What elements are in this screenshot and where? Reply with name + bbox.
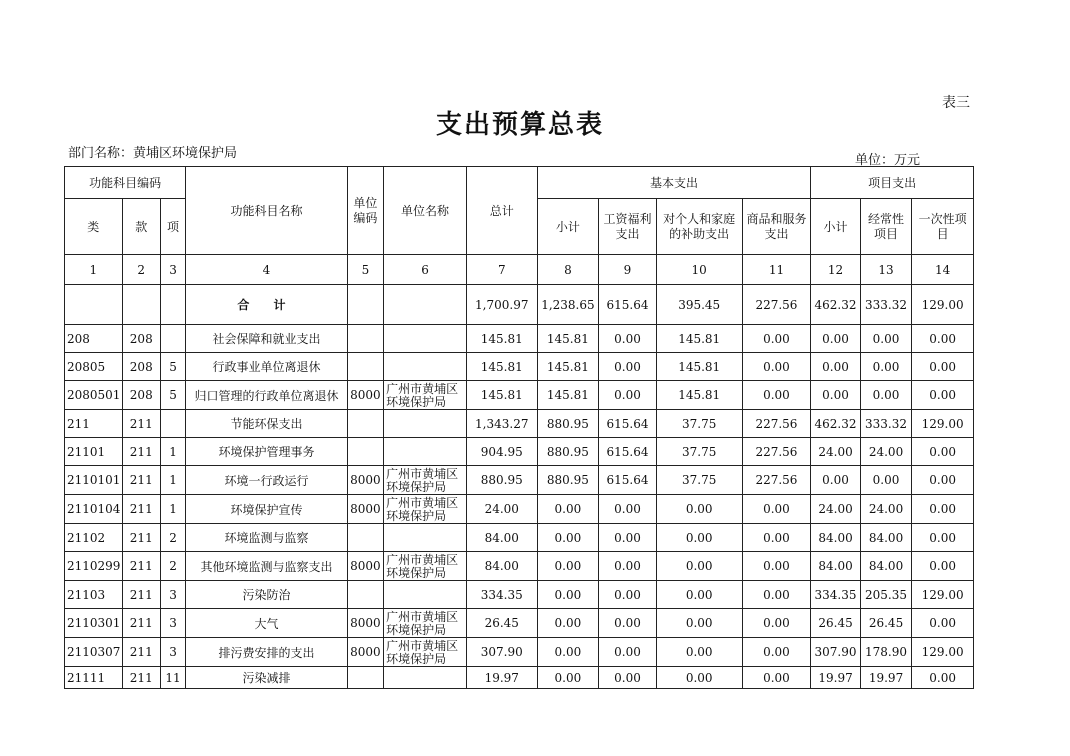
header-total: 总计 [466,167,537,255]
cell-personal: 0.00 [656,581,742,609]
header-goods: 商品和服务支出 [742,199,811,255]
cell-wages: 0.00 [599,325,657,353]
cell-unit-name [384,353,467,381]
cell-total: 1,343.27 [466,410,537,438]
cell-wages: 615.64 [599,466,657,495]
cell-total: 19.97 [466,667,537,689]
header-personal: 对个人和家庭的补助支出 [656,199,742,255]
cell-total: 307.90 [466,638,537,667]
cell-proj-regular: 24.00 [860,438,912,466]
cell-total: 84.00 [466,524,537,552]
header-func-name: 功能科目名称 [186,167,348,255]
cell-unit-code [347,524,383,552]
header-kuan: 款 [122,199,160,255]
cell-func-name: 排污费安排的支出 [186,638,348,667]
cell-personal: 0.00 [656,638,742,667]
cell-proj-regular: 84.00 [860,524,912,552]
table-row [65,524,974,552]
cell-unit-name [384,438,467,466]
cell-goods: 0.00 [742,325,811,353]
cell-wages: 0.00 [599,581,657,609]
header-basic-subtotal: 小计 [537,199,599,255]
cell-proj-once: 0.00 [912,609,974,638]
cell-proj-subtotal: 462.32 [811,410,860,438]
table-row [65,353,974,381]
table-row [65,466,974,495]
header-unit-code: 单位编码 [347,167,383,255]
cell-personal: 0.00 [656,495,742,524]
cell-basic-subtotal: 0.00 [537,667,599,689]
cell-total: 334.35 [466,581,537,609]
cell-wages: 0.00 [599,609,657,638]
cell-wages: 0.00 [599,495,657,524]
cell-unit-code [347,285,383,325]
cell-kuan: 211 [122,466,160,495]
cell-goods: 0.00 [742,552,811,581]
cell-personal: 37.75 [656,466,742,495]
cell-goods: 227.56 [742,466,811,495]
cell-goods: 0.00 [742,524,811,552]
cell-proj-subtotal: 26.45 [811,609,860,638]
table-row [65,609,974,638]
cell-xiang: 3 [160,638,185,667]
cell-func-name: 行政事业单位离退休 [186,353,348,381]
cell-goods: 0.00 [742,381,811,410]
cell-kuan: 211 [122,495,160,524]
table-body [65,285,974,689]
cell-basic-subtotal: 145.81 [537,381,599,410]
cell-unit-code: 8000 [347,609,383,638]
cell-kuan: 211 [122,524,160,552]
cell-xiang: 3 [160,581,185,609]
cell-code: 211 [65,410,123,438]
cell-basic-subtotal: 0.00 [537,638,599,667]
cell-proj-regular: 19.97 [860,667,912,689]
cell-proj-once: 0.00 [912,667,974,689]
cell-proj-regular: 178.90 [860,638,912,667]
cell-unit-code [347,325,383,353]
header-project-group: 项目支出 [811,167,974,199]
cell-personal: 37.75 [656,410,742,438]
column-number: 13 [860,255,912,285]
cell-kuan [122,285,160,325]
cell-code: 2110299 [65,552,123,581]
cell-unit-name [384,410,467,438]
cell-unit-name [384,524,467,552]
cell-func-name: 节能环保支出 [186,410,348,438]
cell-wages: 0.00 [599,353,657,381]
table-row [65,495,974,524]
cell-total: 26.45 [466,609,537,638]
column-number: 10 [656,255,742,285]
cell-proj-once: 0.00 [912,524,974,552]
cell-kuan: 211 [122,667,160,689]
cell-proj-regular: 0.00 [860,381,912,410]
cell-total: 24.00 [466,495,537,524]
cell-xiang: 2 [160,552,185,581]
cell-proj-regular: 0.00 [860,466,912,495]
cell-basic-subtotal: 880.95 [537,438,599,466]
table-row [65,581,974,609]
cell-xiang: 2 [160,524,185,552]
cell-personal: 0.00 [656,552,742,581]
cell-personal: 37.75 [656,438,742,466]
cell-proj-subtotal: 84.00 [811,524,860,552]
cell-wages: 615.64 [599,410,657,438]
cell-proj-once: 129.00 [912,581,974,609]
cell-basic-subtotal: 145.81 [537,325,599,353]
cell-xiang [160,325,185,353]
budget-table [64,166,974,689]
column-number: 3 [160,255,185,285]
cell-proj-subtotal: 307.90 [811,638,860,667]
cell-total: 84.00 [466,552,537,581]
cell-unit-name: 广州市黄埔区环境保护局 [384,552,467,581]
column-number: 1 [65,255,123,285]
cell-func-name: 环境保护管理事务 [186,438,348,466]
cell-unit-code: 8000 [347,638,383,667]
cell-xiang: 1 [160,466,185,495]
cell-xiang: 5 [160,381,185,410]
cell-func-name: 污染减排 [186,667,348,689]
cell-proj-subtotal: 334.35 [811,581,860,609]
cell-basic-subtotal: 0.00 [537,552,599,581]
cell-personal: 0.00 [656,667,742,689]
cell-proj-regular: 333.32 [860,410,912,438]
cell-code: 2080501 [65,381,123,410]
cell-goods: 227.56 [742,410,811,438]
cell-proj-subtotal: 0.00 [811,325,860,353]
cell-proj-regular: 205.35 [860,581,912,609]
cell-wages: 0.00 [599,638,657,667]
cell-xiang: 11 [160,667,185,689]
cell-goods: 227.56 [742,438,811,466]
cell-code: 2110101 [65,466,123,495]
column-number: 11 [742,255,811,285]
cell-personal: 395.45 [656,285,742,325]
cell-proj-subtotal: 462.32 [811,285,860,325]
column-number-row [65,255,974,285]
cell-kuan: 211 [122,609,160,638]
cell-goods: 0.00 [742,609,811,638]
cell-unit-code: 8000 [347,466,383,495]
cell-code [65,285,123,325]
cell-code: 2110104 [65,495,123,524]
table-number: 表三 [942,95,970,111]
currency-unit: 单位：万元 [855,153,921,168]
cell-unit-code [347,410,383,438]
cell-proj-subtotal: 0.00 [811,353,860,381]
header-proj-once: 一次性项目 [912,199,974,255]
column-number: 6 [384,255,467,285]
cell-proj-once: 129.00 [912,638,974,667]
department-name: 部门名称：黄埔区环境保护局 [68,146,238,161]
table-row [65,552,974,581]
header-lei: 类 [65,199,123,255]
cell-proj-once: 0.00 [912,438,974,466]
cell-code: 208 [65,325,123,353]
cell-total: 880.95 [466,466,537,495]
cell-proj-regular: 84.00 [860,552,912,581]
cell-func-name: 社会保障和就业支出 [186,325,348,353]
cell-unit-name [384,285,467,325]
cell-proj-subtotal: 24.00 [811,495,860,524]
cell-unit-name: 广州市黄埔区环境保护局 [384,609,467,638]
cell-wages: 0.00 [599,524,657,552]
cell-basic-subtotal: 1,238.65 [537,285,599,325]
cell-basic-subtotal: 0.00 [537,609,599,638]
cell-unit-code [347,438,383,466]
cell-goods: 0.00 [742,638,811,667]
column-number: 5 [347,255,383,285]
table-row [65,667,974,689]
cell-personal: 0.00 [656,524,742,552]
cell-code: 21111 [65,667,123,689]
cell-code: 2110301 [65,609,123,638]
cell-unit-name [384,581,467,609]
cell-basic-subtotal: 145.81 [537,353,599,381]
document-title: 支出预算总表 [435,110,604,140]
column-number: 9 [599,255,657,285]
cell-unit-code [347,581,383,609]
cell-proj-regular: 0.00 [860,353,912,381]
cell-kuan: 211 [122,552,160,581]
table-row [65,410,974,438]
cell-unit-name [384,325,467,353]
cell-func-name: 归口管理的行政单位离退休 [186,381,348,410]
cell-total: 904.95 [466,438,537,466]
cell-proj-subtotal: 0.00 [811,466,860,495]
cell-proj-subtotal: 19.97 [811,667,860,689]
cell-goods: 0.00 [742,581,811,609]
cell-unit-name: 广州市黄埔区环境保护局 [384,638,467,667]
table-row [65,438,974,466]
cell-xiang: 5 [160,353,185,381]
cell-kuan: 208 [122,353,160,381]
column-number: 8 [537,255,599,285]
cell-total: 145.81 [466,353,537,381]
cell-xiang: 1 [160,495,185,524]
cell-kuan: 211 [122,581,160,609]
cell-wages: 0.00 [599,381,657,410]
cell-basic-subtotal: 0.00 [537,524,599,552]
cell-goods: 227.56 [742,285,811,325]
header-proj-subtotal: 小计 [811,199,860,255]
header-code-group: 功能科目编码 [65,167,186,199]
header-basic-group: 基本支出 [537,167,811,199]
cell-wages: 0.00 [599,552,657,581]
column-number: 4 [186,255,348,285]
header-xiang: 项 [160,199,185,255]
cell-func-name: 其他环境监测与监察支出 [186,552,348,581]
cell-func-name: 污染防治 [186,581,348,609]
header-proj-regular: 经常性项目 [860,199,912,255]
cell-proj-regular: 333.32 [860,285,912,325]
cell-xiang: 1 [160,438,185,466]
cell-unit-name [384,667,467,689]
cell-total: 1,700.97 [466,285,537,325]
cell-kuan: 208 [122,325,160,353]
cell-goods: 0.00 [742,495,811,524]
cell-proj-regular: 26.45 [860,609,912,638]
cell-code: 21101 [65,438,123,466]
cell-code: 21102 [65,524,123,552]
table-row [65,638,974,667]
cell-xiang [160,285,185,325]
cell-proj-subtotal: 84.00 [811,552,860,581]
cell-personal: 145.81 [656,325,742,353]
cell-proj-once: 0.00 [912,381,974,410]
cell-wages: 0.00 [599,667,657,689]
column-number: 14 [912,255,974,285]
cell-proj-regular: 0.00 [860,325,912,353]
cell-wages: 615.64 [599,438,657,466]
cell-proj-once: 0.00 [912,552,974,581]
cell-basic-subtotal: 0.00 [537,495,599,524]
cell-goods: 0.00 [742,667,811,689]
cell-xiang [160,410,185,438]
cell-unit-name: 广州市黄埔区环境保护局 [384,495,467,524]
cell-basic-subtotal: 0.00 [537,581,599,609]
total-row [65,285,974,325]
cell-basic-subtotal: 880.95 [537,410,599,438]
cell-proj-once: 0.00 [912,495,974,524]
column-number: 7 [466,255,537,285]
cell-basic-subtotal: 880.95 [537,466,599,495]
cell-proj-once: 0.00 [912,325,974,353]
cell-code: 20805 [65,353,123,381]
cell-code: 21103 [65,581,123,609]
cell-kuan: 211 [122,638,160,667]
cell-kuan: 211 [122,410,160,438]
cell-personal: 145.81 [656,381,742,410]
cell-unit-code: 8000 [347,495,383,524]
cell-personal: 145.81 [656,353,742,381]
cell-proj-once: 0.00 [912,353,974,381]
cell-unit-code: 8000 [347,381,383,410]
cell-xiang: 3 [160,609,185,638]
cell-func-name: 大气 [186,609,348,638]
column-number: 2 [122,255,160,285]
cell-unit-code [347,667,383,689]
cell-wages: 615.64 [599,285,657,325]
cell-proj-regular: 24.00 [860,495,912,524]
cell-proj-once: 129.00 [912,285,974,325]
table-row [65,381,974,410]
cell-proj-once: 129.00 [912,410,974,438]
header-unit-name: 单位名称 [384,167,467,255]
cell-total: 145.81 [466,325,537,353]
cell-unit-name: 广州市黄埔区环境保护局 [384,466,467,495]
cell-func-name: 环境一行政运行 [186,466,348,495]
column-number: 12 [811,255,860,285]
cell-unit-code [347,353,383,381]
cell-func-name: 环境监测与监察 [186,524,348,552]
cell-total: 145.81 [466,381,537,410]
cell-kuan: 211 [122,438,160,466]
cell-unit-name: 广州市黄埔区环境保护局 [384,381,467,410]
cell-kuan: 208 [122,381,160,410]
cell-personal: 0.00 [656,609,742,638]
cell-func-name: 合 计 [186,285,348,325]
cell-proj-once: 0.00 [912,466,974,495]
table-row [65,325,974,353]
cell-code: 2110307 [65,638,123,667]
cell-goods: 0.00 [742,353,811,381]
cell-proj-subtotal: 24.00 [811,438,860,466]
cell-proj-subtotal: 0.00 [811,381,860,410]
cell-func-name: 环境保护宣传 [186,495,348,524]
header-wages: 工资福利支出 [599,199,657,255]
cell-unit-code: 8000 [347,552,383,581]
